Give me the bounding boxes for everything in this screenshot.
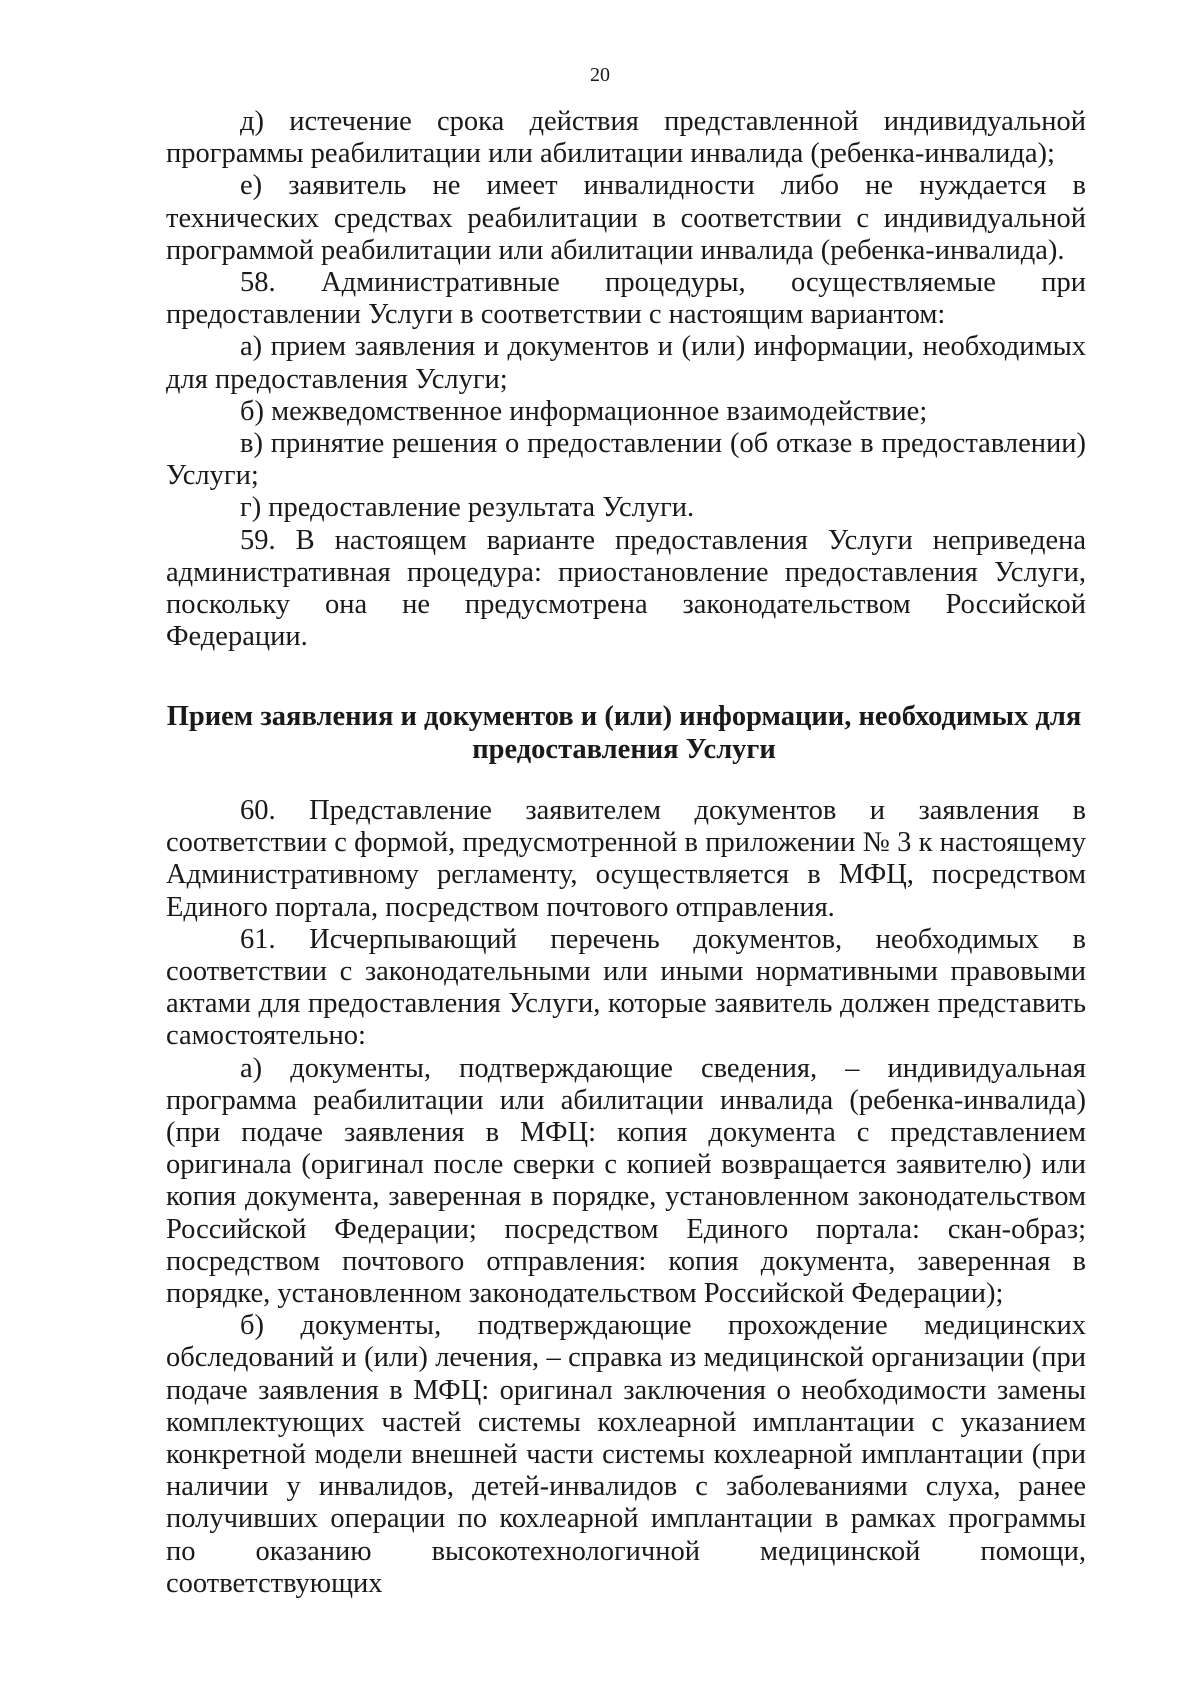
paragraph-61-a: а) документы, подтверждающие сведения, – индивидуальная программа реабилитации или абилитации инвалида (ребенка-инвалида) (при подаче заявления в МФЦ: копия документа с представлением оригинала (оригинал после сверки с копией возвращается заявителю) или копия документа, заверенная в порядке, установленном законодательством Российской Федерации; посредством Единого портала: скан-образ; посредством почтового отправления: копия документа, заверенная в порядке, установленном законодательством Российской Федерации); [166,1052,1086,1310]
paragraph-59: 59. В настоящем варианте предоставления Услуги неприведена административная процедура: приостановление предоставления Услуги, поскольку она не предусмотрена законодательством Российской Федерации. [166,524,1086,653]
section-heading-line-1: Прием заявления и документов и (или) информации, необходимых для [166,701,1082,732]
paragraph-item-e: е) заявитель не имеет инвалидности либо не нуждается в технических средствах реабилитации в соответствии с индивидуальной программой реабилитации или абилитации инвалида (ребенка-инвалида). [166,170,1086,266]
paragraph-58-b: б) межведомственное информационное взаимодействие; [240,395,928,427]
section-heading [164,700,1084,766]
paragraph-58-v: в) принятие решения о предоставлении (об отказе в предоставлении) Услуги; [166,428,1086,492]
paragraph-item-d: д) истечение срока действия представленной индивидуальной программы реабилитации или абилитации инвалида (ребенка-инвалида); [166,106,1086,170]
paragraph-58: 58. Административные процедуры, осуществляемые при предоставлении Услуги в соответствии с настоящим вариантом: [166,267,1086,331]
paragraph-61-b: б) документы, подтверждающие прохождение медицинских обследований и (или) лечения, – справка из медицинской организации (при подаче заявления в МФЦ: оригинал заключения о необходимости замены комплектующих частей системы кохлеарной имплантации с указанием конкретной модели внешней части системы кохлеарной имплантации (при наличии у инвалидов, детей-инвалидов с заболеваниями слуха, ранее получивших операции по кохлеарной имплантации в рамках программы по оказанию высокотехнологичной медицинской помощи, соответствующих [166,1310,1086,1599]
paragraph-58-a: а) прием заявления и документов и (или) информации, необходимых для предоставления Услуги; [166,331,1086,395]
body-text-top [166,106,1086,653]
body-text-bottom [166,795,1086,1600]
paragraph-61: 61. Исчерпывающий перечень документов, необходимых в соответствии с законодательными или иными нормативными правовыми актами для предоставления Услуги, которые заявитель должен представить самостоятельно: [166,923,1086,1052]
paragraph-58-g: г) предоставление результата Услуги. [240,492,695,524]
page-number: 20 [590,64,610,86]
paragraph-60: 60. Представление заявителем документов и заявления в соответствии с формой, предусмотренной в приложении № 3 к настоящему Административному регламенту, осуществляется в МФЦ, посредством Единого портала, посредством почтового отправления. [166,795,1086,923]
section-heading-line-2: предоставления Услуги [472,734,776,765]
